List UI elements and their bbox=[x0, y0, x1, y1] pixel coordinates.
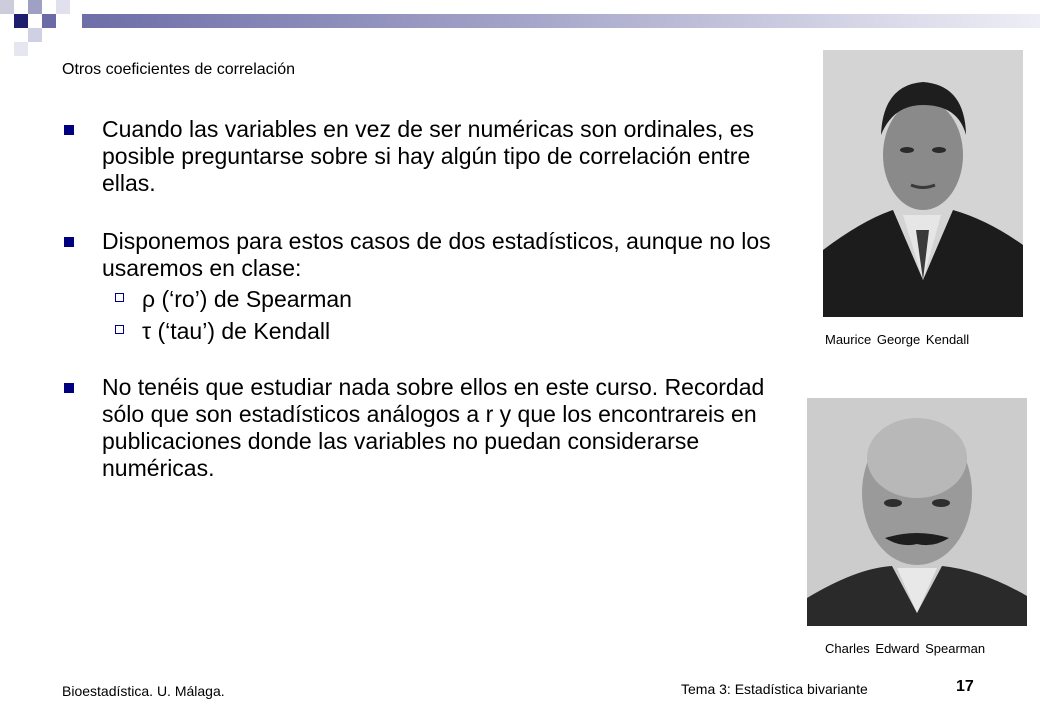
sub-bullet-item bbox=[102, 316, 782, 346]
slide-title: Otros coeficientes de correlación bbox=[62, 61, 295, 78]
sub-bullet-item bbox=[102, 284, 782, 314]
corner-square-3 bbox=[28, 0, 42, 14]
kendall-caption: Maurice George Kendall bbox=[825, 332, 970, 347]
kendall-portrait-image bbox=[823, 50, 1023, 317]
spearman-photo bbox=[807, 398, 1027, 626]
corner-square-1 bbox=[0, 0, 14, 14]
corner-square-2 bbox=[14, 14, 28, 28]
square-bullet-icon bbox=[64, 125, 74, 135]
corner-square-4 bbox=[28, 28, 42, 42]
bullet-text: Disponemos para estos casos de dos estadísticos, aunque no los usaremos en clase: bbox=[102, 228, 771, 281]
bullet-item bbox=[62, 228, 782, 346]
bullet-text: Cuando las variables en vez de ser numéricas son ordinales, es posible preguntarse sobre si hay algún tipo de correlación entre ellas. bbox=[102, 116, 755, 196]
hollow-square-icon bbox=[115, 293, 124, 302]
sub-bullet-text: τ (‘tau’) de Kendall bbox=[142, 318, 331, 344]
kendall-photo bbox=[823, 50, 1023, 317]
header-bar bbox=[82, 14, 1040, 28]
bullet-text: No tenéis que estudiar nada sobre ellos en este curso. Recordad sólo que son estadísticos análogos a r y que los encontrareis en publicaciones donde las variables no puedan considerarse numéricas. bbox=[102, 374, 765, 481]
footer-topic: Tema 3: Estadística bivariante bbox=[681, 681, 868, 697]
square-bullet-icon bbox=[64, 383, 74, 393]
square-bullet-icon bbox=[64, 237, 74, 247]
sub-bullet-text: ρ (‘ro’) de Spearman bbox=[142, 286, 352, 312]
spearman-portrait-image bbox=[807, 398, 1027, 626]
bullet-item bbox=[62, 116, 782, 197]
corner-square-5 bbox=[42, 14, 56, 28]
page-number: 17 bbox=[956, 678, 974, 695]
footer-course: Bioestadística. U. Málaga. bbox=[62, 683, 225, 699]
hollow-square-icon bbox=[115, 325, 124, 334]
spearman-caption: Charles Edward Spearman bbox=[825, 641, 986, 656]
corner-square-7 bbox=[14, 42, 28, 56]
bullet-item bbox=[62, 374, 782, 482]
corner-square-6 bbox=[56, 0, 70, 14]
bullet-list bbox=[62, 116, 782, 513]
